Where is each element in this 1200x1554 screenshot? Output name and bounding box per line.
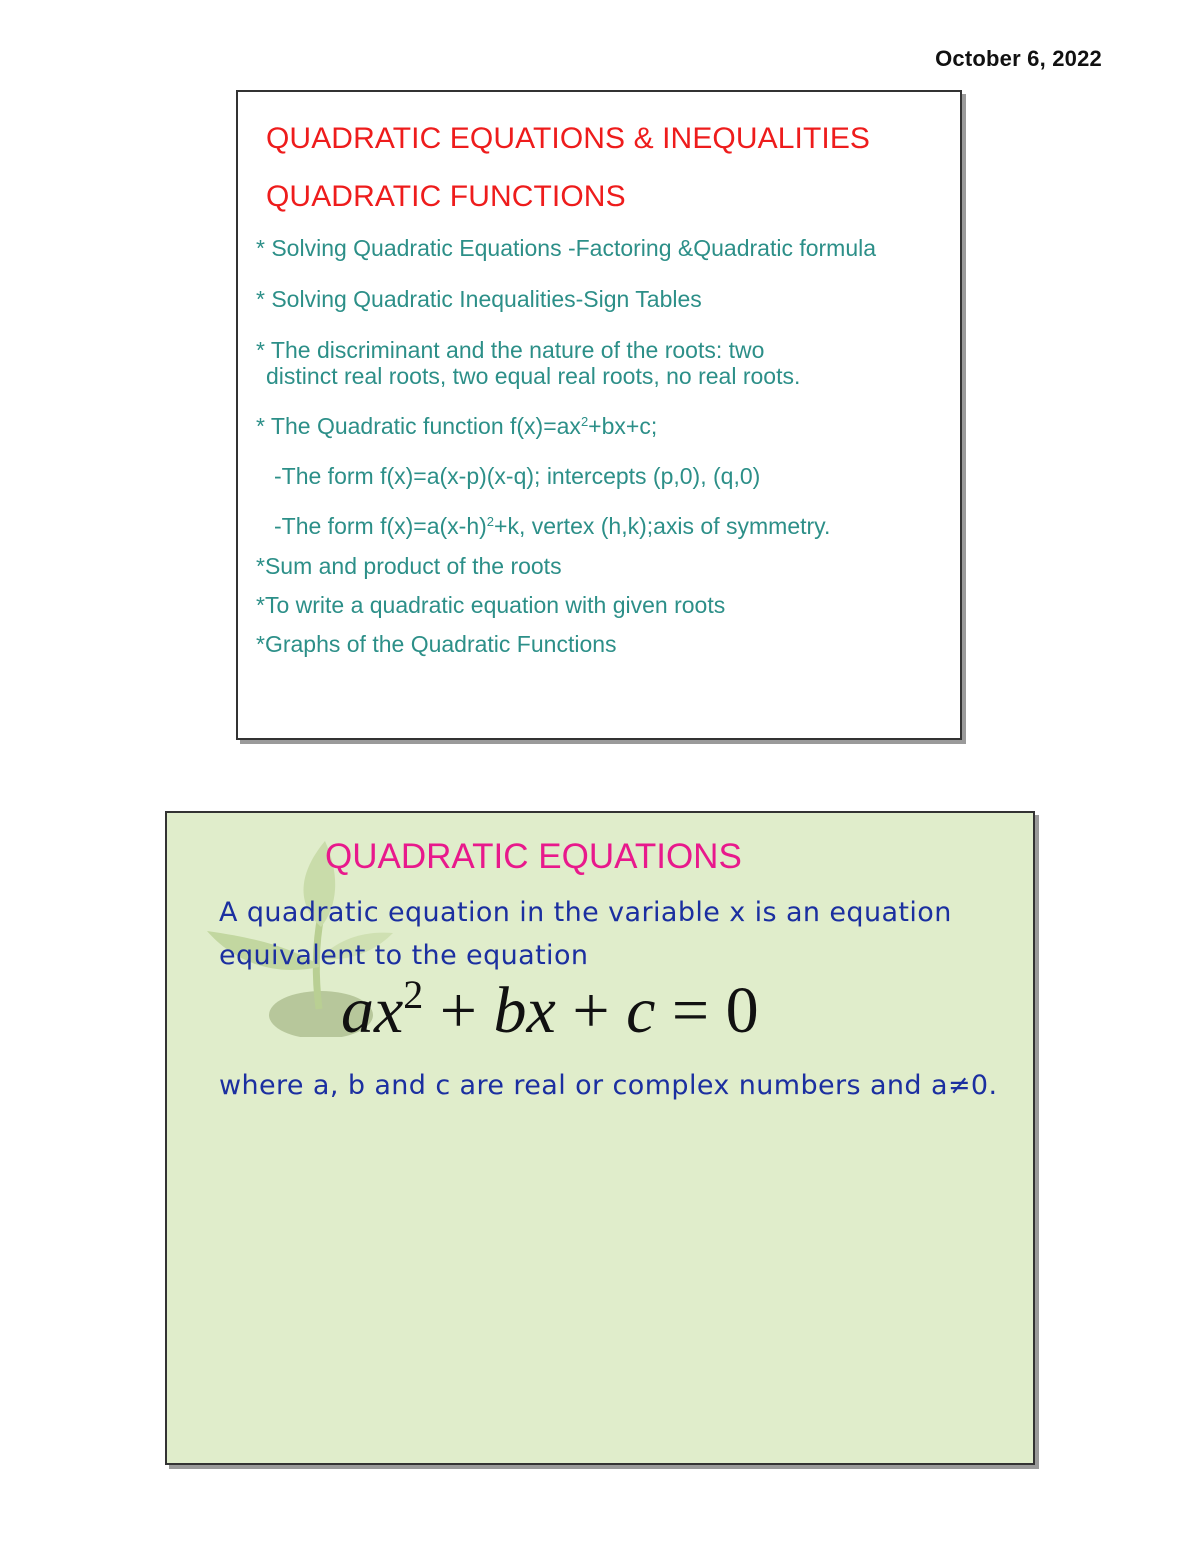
- topic-quadratic-function-text: * The Quadratic function f(x)=ax: [256, 413, 581, 439]
- coefficient-a: a: [341, 974, 374, 1047]
- zero: 0: [725, 974, 759, 1047]
- topic-write-equation: *To write a quadratic equation with given roots: [256, 592, 726, 618]
- slide-overview: [236, 90, 962, 740]
- slide-definition: [165, 811, 1035, 1465]
- exponent: 2: [580, 414, 589, 429]
- definition-line2: equivalent to the equation: [219, 940, 589, 971]
- slide-title-equations-inequalities: QUADRATIC EQUATIONS & INEQUALITIES: [266, 122, 871, 155]
- topic-factored-form: -The form f(x)=a(x-p)(x-q); intercepts (p,0), (q,0): [274, 463, 761, 489]
- slide-title-functions: QUADRATIC FUNCTIONS: [266, 180, 626, 213]
- page-date: October 6, 2022: [935, 46, 1102, 71]
- definition-conditions: where a, b and c are real or complex numbers and a≠0.: [219, 1070, 998, 1101]
- topic-quadratic-function: [256, 413, 657, 439]
- definition-line1: A quadratic equation in the variable x is an equation: [219, 897, 952, 928]
- topic-solving-inequalities: * Solving Quadratic Inequalities-Sign Tables: [256, 286, 702, 312]
- topic-discriminant: [256, 337, 800, 389]
- constant-c: c: [626, 974, 656, 1047]
- topic-discriminant-line2: distinct real roots, two equal real roots, no real roots.: [266, 363, 801, 389]
- exponent: 2: [403, 972, 424, 1017]
- slide-title: QUADRATIC EQUATIONS: [325, 837, 742, 876]
- topic-solving-equations: * Solving Quadratic Equations -Factoring &Quadratic formula: [256, 235, 877, 261]
- equals-sign: =: [655, 974, 726, 1047]
- variable-x: x: [374, 974, 404, 1047]
- exponent: 2: [486, 514, 495, 529]
- topic-sum-product: *Sum and product of the roots: [256, 553, 562, 579]
- topic-vertex-form-text: -The form f(x)=a(x-h): [274, 513, 487, 539]
- plus-sign: +: [423, 974, 494, 1047]
- topic-graphs: *Graphs of the Quadratic Functions: [256, 631, 617, 657]
- variable-x: x: [526, 974, 556, 1047]
- topic-vertex-form: [274, 513, 830, 539]
- plus-sign: +: [555, 974, 627, 1047]
- topic-quadratic-function-tail: +bx+c;: [588, 413, 658, 439]
- topic-vertex-form-tail: +k, vertex (h,k);axis of symmetry.: [494, 513, 831, 539]
- coefficient-b: b: [493, 974, 527, 1047]
- topic-discriminant-line1: * The discriminant and the nature of the roots: two: [256, 337, 765, 363]
- quadratic-equation-formula: [341, 973, 759, 1049]
